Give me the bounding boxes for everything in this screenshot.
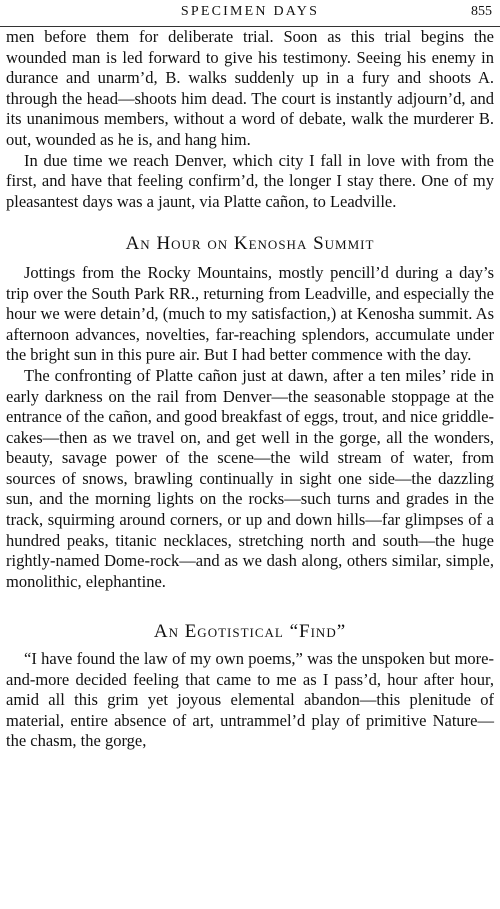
paragraph-jottings: Jottings from the Rocky Mountains, mostly pencill’d during a day’s trip over the South Park RR., returning from Leadville, and especially the hour we were detain’d, (much to my satisfaction,) at Kenosha summit. As afternoon advances, novelties, far-reaching splendors, accumulate under the bright sun in this pure air. But I had better commence with the day.: [6, 262, 494, 365]
section-heading-egotistical-find: An Egotistical “Find”: [153, 621, 347, 643]
running-head: [0, 0, 500, 27]
running-title: SPECIMEN DAYS: [180, 4, 320, 19]
body-text: [6, 27, 494, 752]
paragraph-denver: In due time we reach Denver, which city I fall in love with from the first, and have that feeling confirm’d, the longer I stay there. One of my pleasantest days was a jaunt, via Platte cañon, to Leadville.: [6, 150, 494, 211]
paragraph-trial: men before them for deliberate trial. Soon as this trial begins the wounded man is led forward to give his testimony. Seeing his enemy in durance and unarm’d, B. walks suddenly up in a fury and shoots A. through the head—shoots him dead. The court is instantly adjourn’d, and its unanimous members, without a word of debate, walk the murderer B. out, wounded as he is, and hang him.: [6, 27, 494, 149]
paragraph-found-law: “I have found the law of my own poems,” was the unspoken but more-and-more decided feeling that came to me as I pass’d, hour after hour, amid all this grim yet joyous elemental abandon—this plenitude of material, entire absence of art, untrammel’d play of primitive Nature—the chasm, the gorge,: [6, 649, 494, 751]
paragraph-platte-canon: The confronting of Platte cañon just at dawn, after a ten miles’ ride in early darkness on the rail from Denver—the seasonable stoppage at the entrance of the cañon, and good breakfast of eggs, trout, and nice griddle-cakes—then as we travel on, and get well in the gorge, all the wonders, beauty, savage power of the scene—the wild stream of water, from sources of snows, brawling continually in sight one side—the dazzling sun, and the morning lights on the rocks—such turns and grades in the track, squirming around corners, or up and down hills—far glimpses of a hundred peaks, titanic necklaces, stretching north and south—the huge rightly-named Dome-rock—and as we dash along, others similar, simple, monolithic, elephantine.: [6, 365, 494, 591]
page-number: 855: [471, 4, 492, 19]
section-heading-kenosha-summit: An Hour on Kenosha Summit: [125, 233, 375, 255]
